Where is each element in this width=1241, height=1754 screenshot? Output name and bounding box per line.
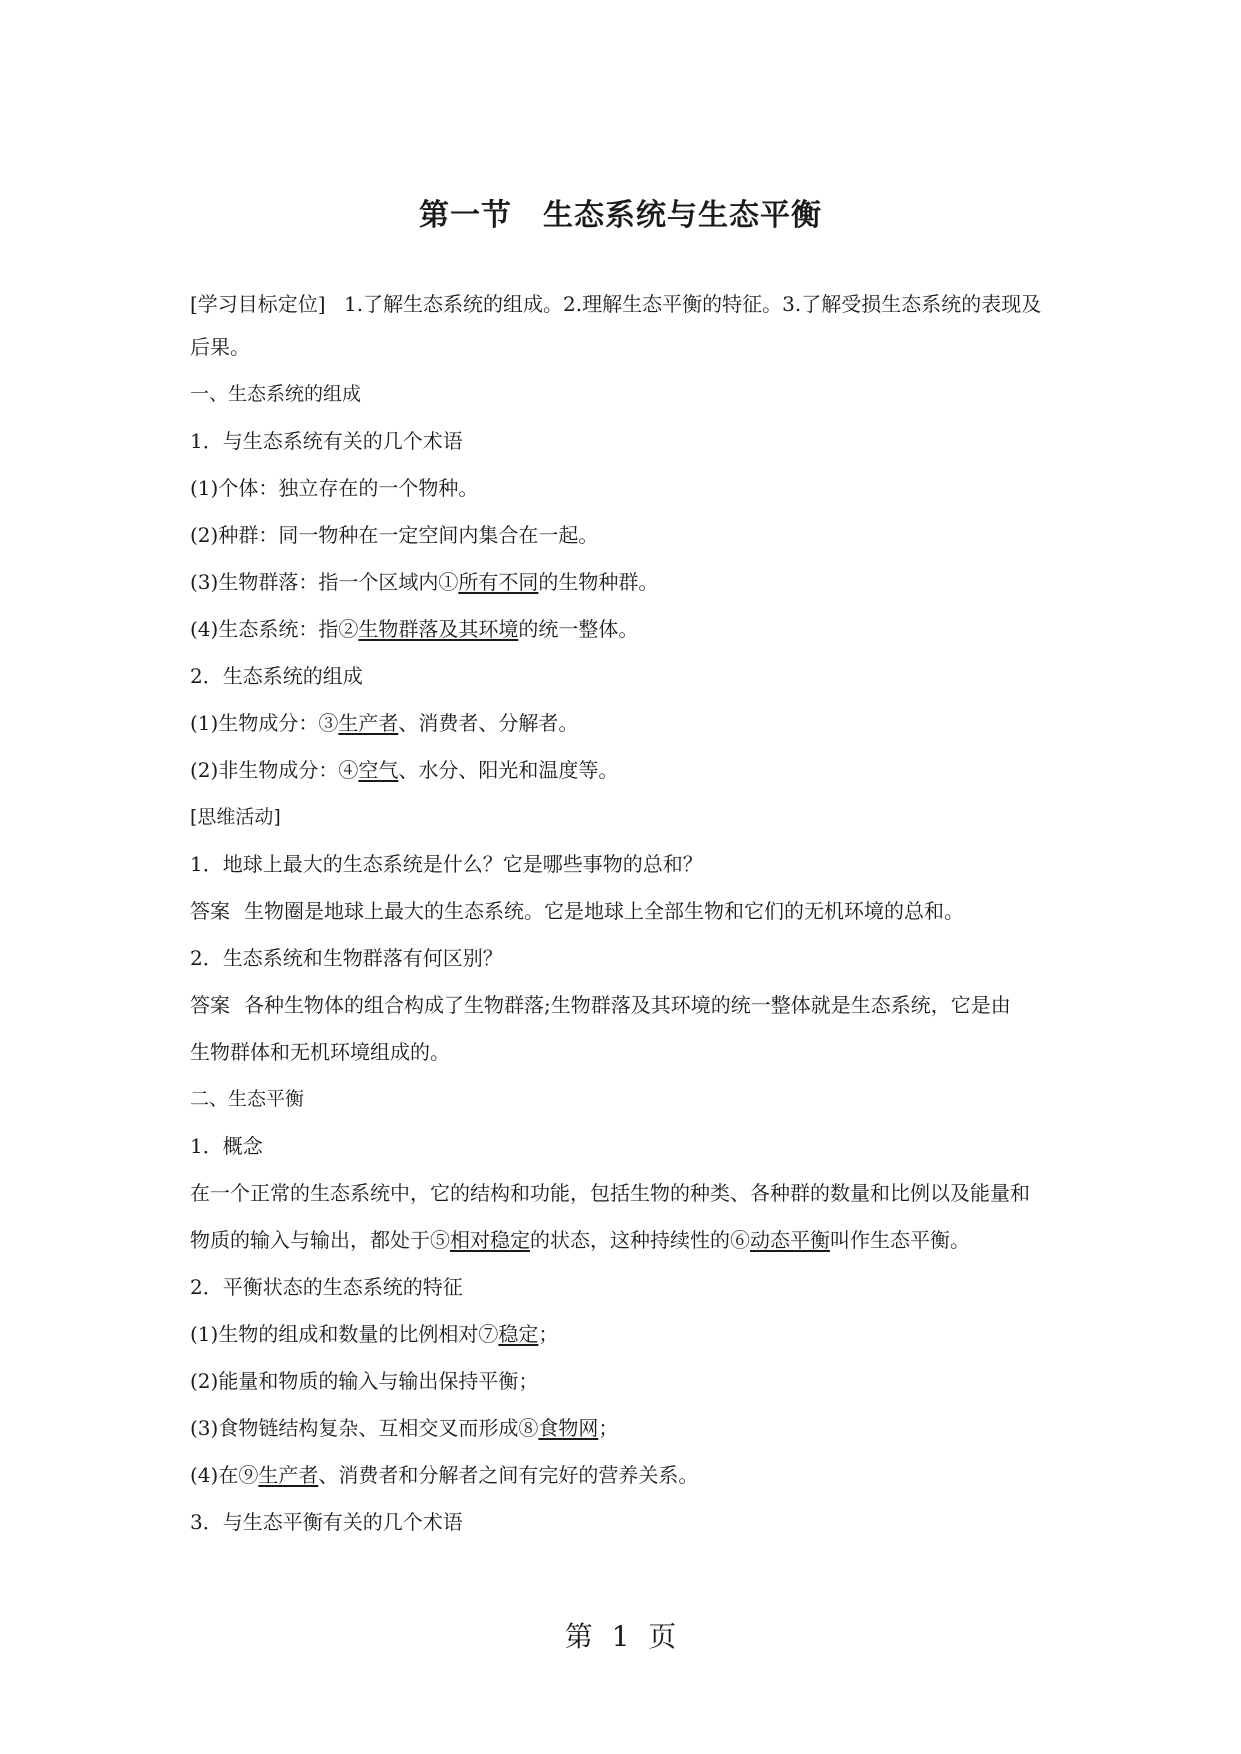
page-title: 第一节 生态系统与生态平衡 [419, 198, 822, 233]
item3-text-post: 的生物种群。 [538, 570, 659, 594]
feat4-text-pre: (4)在⑨ [190, 1463, 259, 1487]
thinking-question2: 2．生态系统和生物群落有何区别？ [190, 946, 503, 970]
item6-text-pre: (2)非生物成分：④ [190, 758, 359, 782]
answer1-text: 生物圈是地球上最大的生态系统。它是地球上全部生物和它们的无机环境的总和。 [244, 899, 964, 923]
section2-sub2: 2．平衡状态的生态系统的特征 [190, 1275, 463, 1299]
page-number: 第 1 页 [564, 1620, 677, 1653]
feat4-text-post: 、消费者和分解者之间有完好的营养关系。 [318, 1463, 699, 1487]
section2-heading: 二、生态平衡 [190, 1088, 305, 1110]
thinking-answer2-line1 [190, 991, 1011, 1019]
para-blank1: 相对稳定 [450, 1228, 530, 1252]
section2-sub3: 3．与生态平衡有关的几个术语 [190, 1510, 463, 1534]
feature-item3 [190, 1414, 618, 1442]
para-text-mid: 的状态，这种持续性的⑥ [530, 1228, 750, 1252]
answer1-label: 答案 [190, 899, 230, 923]
section1-sub1: 1．与生态系统有关的几个术语 [190, 429, 463, 453]
feature-item2: (2)能量和物质的输入与输出保持平衡； [190, 1369, 539, 1393]
section2-sub1: 1．概念 [190, 1134, 263, 1158]
item5-blank: 生产者 [338, 711, 399, 735]
para-blank2: 动态平衡 [750, 1228, 830, 1252]
section1-heading: 一、生态系统的组成 [190, 383, 362, 405]
item5-text-post: 、消费者、分解者。 [398, 711, 579, 735]
thinking-answer1 [190, 897, 964, 925]
objectives-text: 1.了解生态系统的组成。2.理解生态平衡的特征。3.了解受损生态系统的表现及 [343, 292, 1042, 316]
item4-text-post: 的统一整体。 [518, 617, 639, 641]
item4-blank: 生物群落及其环境 [358, 617, 519, 641]
feature-item1 [190, 1320, 558, 1348]
feat1-text-post: ； [538, 1322, 559, 1346]
feat1-text-pre: (1)生物的组成和数量的比例相对⑦ [190, 1322, 499, 1346]
thinking-heading: [思维活动] [190, 806, 281, 828]
item6-text-post: 、水分、阳光和温度等。 [398, 758, 619, 782]
item3-blank: 所有不同 [458, 570, 539, 594]
feature-item4 [190, 1461, 698, 1489]
para-text-pre: 物质的输入与输出，都处于⑤ [190, 1228, 450, 1252]
feat1-blank: 稳定 [498, 1322, 539, 1346]
concept-paragraph-line1: 在一个正常的生态系统中，它的结构和功能，包括生物的种类、各种群的数量和比例以及能量和 [190, 1181, 1030, 1205]
section1-sub2: 2．生态系统的组成 [190, 664, 363, 688]
answer2-label: 答案 [190, 993, 230, 1017]
section1-item2: (2)种群：同一物种在一定空间内集合在一起。 [190, 523, 599, 547]
item4-text-pre: (4)生态系统：指② [190, 617, 359, 641]
feat3-text-post: ； [598, 1416, 619, 1440]
section1-item5 [190, 709, 578, 737]
section1-item3 [190, 568, 658, 596]
feat4-blank: 生产者 [258, 1463, 319, 1487]
concept-paragraph-line2 [190, 1226, 970, 1254]
para-text-post: 叫作生态平衡。 [830, 1228, 970, 1252]
learning-objectives-line2: 后果。 [190, 335, 250, 359]
item3-text-pre: (3)生物群落：指一个区域内① [190, 570, 459, 594]
thinking-question1: 1．地球上最大的生态系统是什么？它是哪些事物的总和？ [190, 852, 703, 876]
section1-item1: (1)个体：独立存在的一个物种。 [190, 476, 479, 500]
answer2-text: 各种生物体的组合构成了生物群落;生物群落及其环境的统一整体就是生态系统，它是由 [244, 993, 1011, 1017]
learning-objectives-line1 [190, 290, 1041, 318]
feat3-blank: 食物网 [538, 1416, 599, 1440]
section1-item4 [190, 615, 638, 643]
objectives-label: [学习目标定位] [190, 292, 326, 316]
item5-text-pre: (1)生物成分：③ [190, 711, 339, 735]
section1-item6 [190, 756, 618, 784]
item6-blank: 空气 [358, 758, 399, 782]
feat3-text-pre: (3)食物链结构复杂、互相交叉而形成⑧ [190, 1416, 539, 1440]
thinking-answer2-line2: 生物群体和无机环境组成的。 [190, 1040, 450, 1064]
